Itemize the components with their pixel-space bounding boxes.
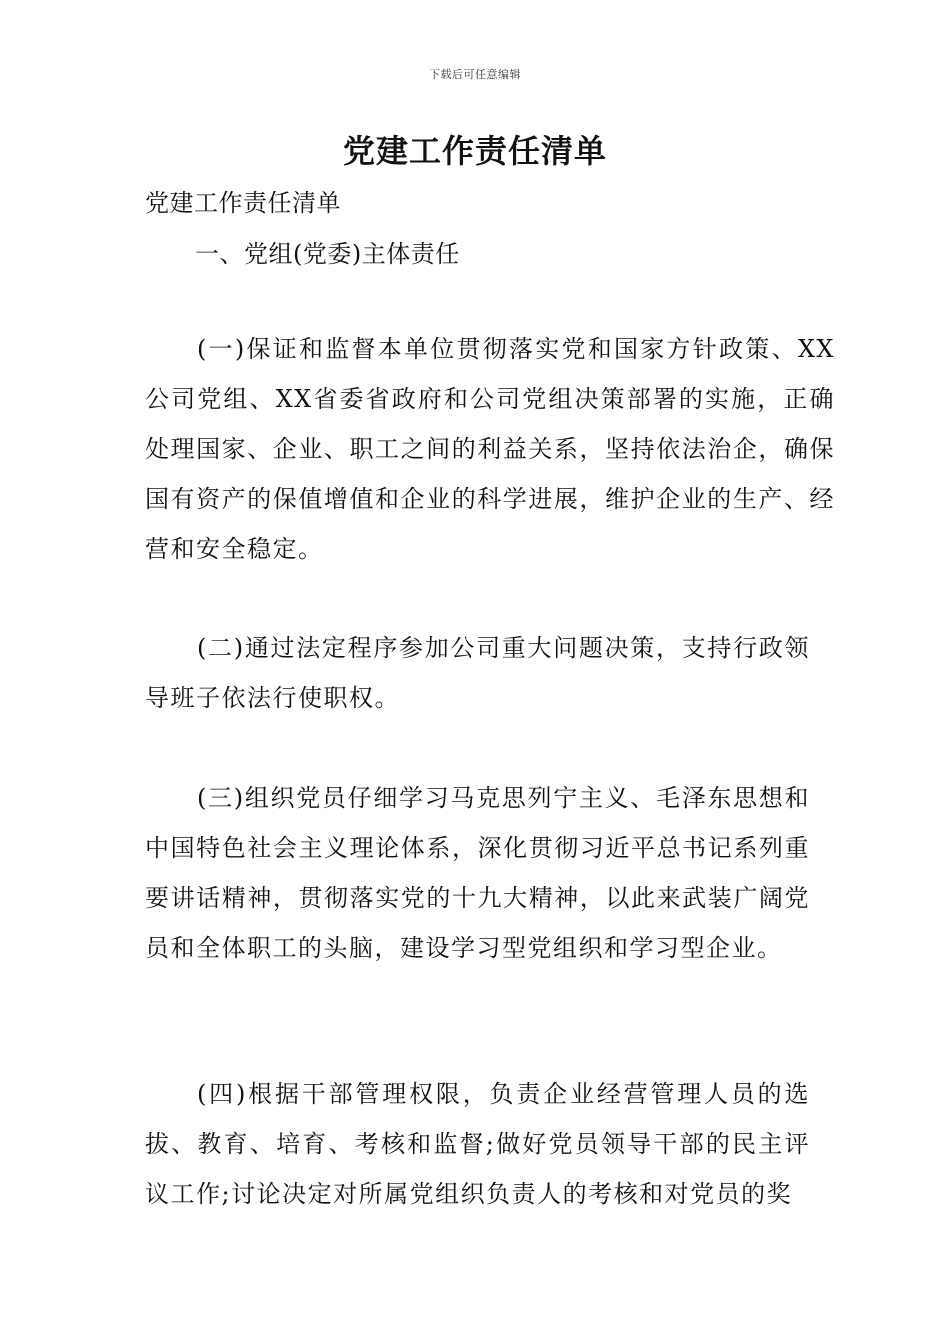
- paragraph-3: (三)组织党员仔细学习马克思列宁主义、毛泽东思想和中国特色社会主义理论体系，深化贯彻习近平总书记系列重要讲话精神，贯彻落实党的十九大精神，以此来武装广阔党员和全体职工的头脑，建设学习型党组织和学习型企业。: [145, 784, 810, 962]
- header-note: 下载后可任意编辑: [429, 68, 521, 81]
- document-subtitle: 党建工作责任清单: [145, 189, 341, 217]
- paragraph-2: (二)通过法定程序参加公司重大问题决策，支持行政领导班子依法行使职权。: [145, 634, 810, 712]
- section-heading: 一、党组(党委)主体责任: [195, 240, 460, 268]
- paragraph-4: (四)根据干部管理权限，负责企业经营管理人员的选拔、教育、培育、考核和监督;做好党员领导干部的民主评议工作;讨论决定对所属党组织负责人的考核和对党员的奖: [145, 1080, 810, 1208]
- paragraph-1: (一)保证和监督本单位贯彻落实党和国家方针政策、XX公司党组、XX省委省政府和公司党组决策部署的实施，正确处理国家、企业、职工之间的利益关系，坚持依法治企，确保国有资产的保值增值和企业的科学进展，维护企业的生产、经营和安全稳定。: [145, 335, 835, 563]
- document-title: 党建工作责任清单: [342, 132, 607, 170]
